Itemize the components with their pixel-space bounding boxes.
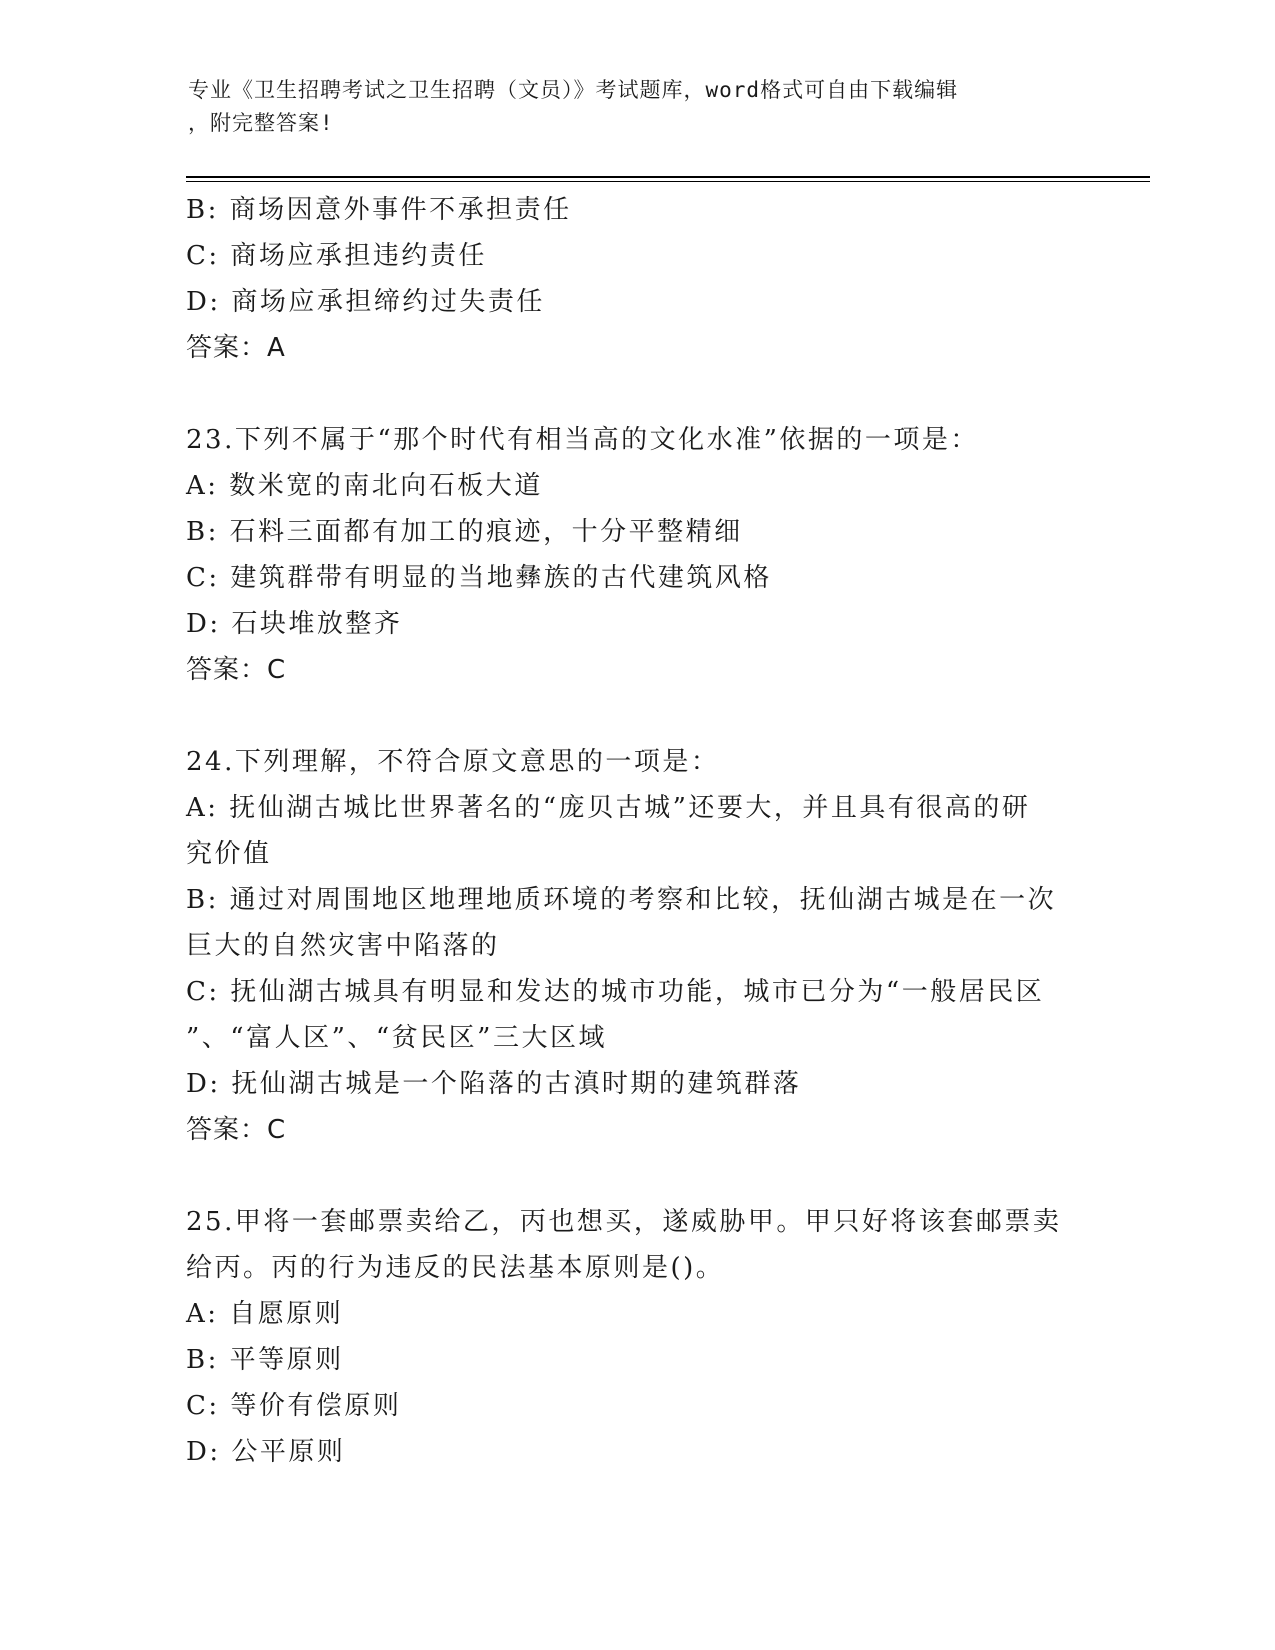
option-c: C: 商场应承担违约责任 xyxy=(186,241,487,271)
option-a: A: 数米宽的南北向石板大道 xyxy=(186,471,543,501)
document-body xyxy=(186,187,1086,1475)
option-c: C: 等价有偿原则 xyxy=(186,1391,402,1421)
spacer xyxy=(186,693,1086,739)
option-b-line-2: 巨大的自然灾害中陷落的 xyxy=(186,931,500,961)
option-c-line-1: C: 抚仙湖古城具有明显和发达的城市功能，城市已分为“一般居民区 xyxy=(186,977,1045,1007)
answer: 答案：C xyxy=(186,655,287,685)
question-22-tail xyxy=(186,187,1086,371)
header-line-2: ，附完整答案! xyxy=(188,111,334,135)
spacer xyxy=(186,1153,1086,1199)
option-a-line-2: 究价值 xyxy=(186,839,272,869)
option-c: C: 建筑群带有明显的当地彝族的古代建筑风格 xyxy=(186,563,772,593)
document-header xyxy=(188,74,1068,140)
option-d: D: 商场应承担缔约过失责任 xyxy=(186,287,545,317)
question-text-line-1: 25.甲将一套邮票卖给乙，丙也想买，遂威胁甲。甲只好将该套邮票卖 xyxy=(186,1207,1062,1237)
header-line-1: 专业《卫生招聘考试之卫生招聘（文员）》考试题库，word格式可自由下载编辑 xyxy=(188,78,959,102)
option-d: D: 抚仙湖古城是一个陷落的古滇时期的建筑群落 xyxy=(186,1069,802,1099)
option-b-line-1: B: 通过对周围地区地理地质环境的考察和比较，抚仙湖古城是在一次 xyxy=(186,885,1057,915)
option-a: A: 自愿原则 xyxy=(186,1299,344,1329)
answer: 答案：C xyxy=(186,1115,287,1145)
answer: 答案：A xyxy=(186,333,286,363)
option-b: B: 商场因意外事件不承担责任 xyxy=(186,195,572,225)
spacer xyxy=(186,371,1086,417)
question-23 xyxy=(186,417,1086,693)
question-24 xyxy=(186,739,1086,1153)
question-text: 24.下列理解，不符合原文意思的一项是： xyxy=(186,747,720,777)
header-divider-thin xyxy=(186,181,1150,182)
header-divider-thick xyxy=(186,176,1150,178)
option-c-line-2: ”、“富人区”、“贫民区”三大区域 xyxy=(186,1023,607,1053)
question-text-line-2: 给丙。丙的行为违反的民法基本原则是()。 xyxy=(186,1253,725,1283)
option-b: B: 石料三面都有加工的痕迹，十分平整精细 xyxy=(186,517,743,547)
option-d: D: 石块堆放整齐 xyxy=(186,609,403,639)
question-text: 23.下列不属于“那个时代有相当高的文化水准”依据的一项是： xyxy=(186,425,979,455)
option-b: B: 平等原则 xyxy=(186,1345,344,1375)
option-d: D: 公平原则 xyxy=(186,1437,346,1467)
question-25 xyxy=(186,1199,1086,1475)
option-a-line-1: A: 抚仙湖古城比世界著名的“庞贝古城”还要大，并且具有很高的研 xyxy=(186,793,1031,823)
